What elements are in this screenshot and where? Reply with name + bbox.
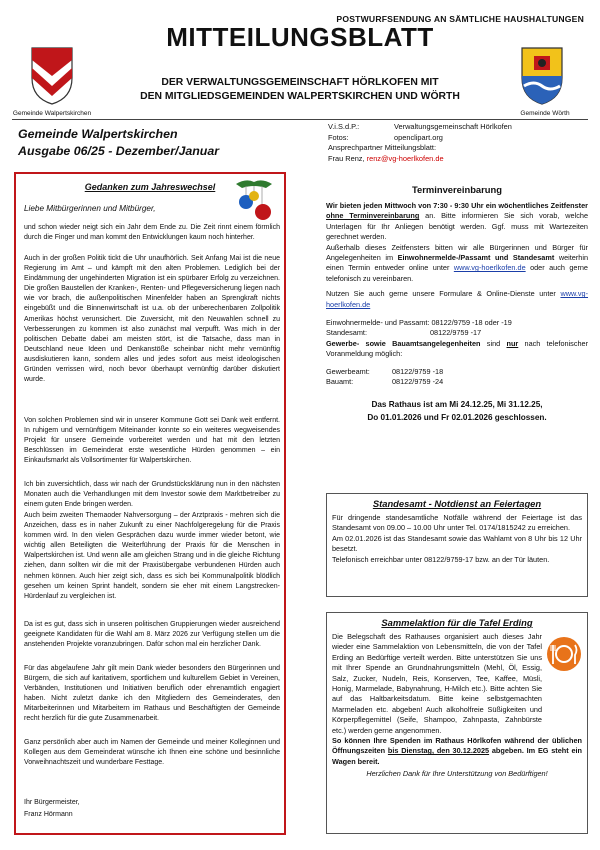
- header-divider: [12, 119, 588, 120]
- appointment-paragraph-3: [326, 289, 588, 310]
- article-paragraph: Für das abgelaufene Jahr gilt mein Dank wieder besonders den Bürgerinnen und Bürgern, die sich auf karitativem, sportlichem und kulturellem Gebiet in Vereinen, Verbänden, Institutionen und Initiativen beruflich oder ehrenamtlich engagiert haben. Nicht zuletzt danke ich den Mitgliedern des Gemeinderates, den Mitarbeiterinnen und Mitarbeitern im Rathaus und Beschäftigten der Gemeinde recht herzlich für die gute Zusammenarbeit.: [24, 665, 280, 723]
- distribution-note: POSTWURFSENDUNG AN SÄMTLICHE HAUSHALTUNGEN: [336, 14, 584, 24]
- registry-emergency-box: [326, 493, 588, 597]
- imprint-fotos-value: openclipart.org: [394, 132, 443, 142]
- business-construction-label: Gewerbe- sowie Bauamtsangelegenheiten: [326, 338, 481, 348]
- article-paragraph: Ich bin zuversichtlich, dass wir nach der Grundstücksklärung nun in den nächsten Monaten auch die Verhandlungen mit dem Investor sowie dem Marktbetreiber zu einem guten Ende bringen werden.: [24, 481, 280, 509]
- forms-text: Nutzen Sie auch gerne unsere Formulare & Online-Dienste unter: [326, 289, 556, 299]
- closure-notice: [326, 398, 588, 424]
- appointment-offices: Einwohnermelde-/Passamt und Standesamt: [397, 253, 555, 263]
- subtitle-line-2: DEN MITGLIEDSGEMEINDEN WALPERTSKIRCHEN UND WÖRTH: [140, 91, 460, 102]
- phone-gewerbeamt: [326, 367, 588, 377]
- forms-link[interactable]: www.vg-hoerlkofen.de: [326, 289, 589, 309]
- phone-bauamt-value: 08122/9759 -24: [392, 377, 444, 387]
- signature-line-2: Franz Hörmann: [24, 811, 73, 818]
- subtitle-line-1: DER VERWALTUNGSGEMEINSCHAFT HÖRLKOFEN MIT: [161, 77, 439, 88]
- imprint: [328, 122, 512, 164]
- dropoff-text: abgeben. Im EG steht ein Wagen bereit.: [332, 746, 582, 766]
- christmas-baubles-icon: [232, 176, 276, 224]
- imprint-visdp-value: Verwaltungsgemeinschaft Hörlkofen: [394, 122, 512, 131]
- appointment-paragraph-2: [326, 243, 588, 285]
- registry-emergency-heading: Standesamt - Notdienst an Feiertagen: [372, 498, 542, 509]
- article-paragraph: Da ist es gut, dass sich in unseren politischen Gruppierungen wieder ausreichend geeignete Kandidaten für die Wahl am 8. März 2026 zur Verfügung stellen um die anstehenden Projekte voranzubringen. Dafür schon mal ein herzlicher Dank.: [24, 621, 280, 649]
- community-name: Gemeinde Walpertskirchen: [18, 127, 178, 141]
- appointment-section: [326, 182, 588, 476]
- website-link[interactable]: www.vg-hoerlkofen.de: [453, 263, 526, 273]
- dropoff-deadline: bis Dienstag, den 30.12.2025: [387, 746, 490, 756]
- appointment-window-text: Wir bieten jeden Mittwoch von 7:30 - 9:30 Uhr ein wöchentliches Zeitfenster: [326, 201, 588, 210]
- imprint-contact-email[interactable]: renz@vg-hoerlkofen.de: [366, 153, 444, 163]
- only-label: nur: [506, 338, 519, 348]
- article-paragraph: Von solchen Problemen sind wir in unserer Kommune Gott sei Dank weit entfernt. In ruhigem und vernünftigem Miteinander konnte so ein weiteres wegweisendes Projekt für unsere Gemeinde vorbereitet werden und hat mit den letzten Beschlüssen im Gemeinderat erste wesentliche Hürden genommen – ein Einkaufsmarkt als Vollsortimenter für Walpertskirchen.: [24, 417, 280, 465]
- appointment-text: weiterhin einen Termin entweder online unter: [326, 253, 589, 273]
- food-bank-text: Die Belegschaft des Rathauses organisiert auch dieses Jahr wieder eine Sammelaktion von Lebensmitteln, die von der Tafel Erding an Bedürftige verteilt werden. Bitte unterstützen Sie uns mit Ihrer Spende an Grundnahrungsmitteln (Mehl, Öl, Essig, Salz, Zucker, Nudeln, Reis, Konserven, Tee, Kaffee, Müsli, Honig, Marmelade, Babynahrung, H-Milch etc.). Bitte achten Sie auf das Haltbarkeitsdatum. Bitte keine selbstgemachten Marmeladen etc. abgeben! Auch alkoholfreie Süßigkeiten und Körperpflegemittel (Seife, Shampoo, Zahnpasta, Zahnbürste etc.) werden gerne angenommen.: [332, 632, 542, 735]
- signature-line-1: Ihr Bürgermeister,: [24, 799, 80, 806]
- page-title: MITTEILUNGSBLATT: [166, 22, 434, 52]
- food-bank-dropoff: [332, 736, 582, 767]
- article-paragraph: Auch beim zweiten Themaoder Nahversorgung – der Arztpraxis - mehren sich die Anzeichen, dass es in naher Zukunft zu einer Nachfolgeregelung für die Praxis kommen wird. In den vielen Gesprächen dazu wurde immer wieder betont, wie wichtig allen Beteiligten die Weiterführung der Praxis für die Menschen in Walpertskirchen ist. Und wenn alle am gleichen Strang und in die gleiche Richtung ziehen, dann sollten wir die mit der Praxisübergabe verbundenen Hürden auch nehmen können. Auch hier zeigt sich, dass es sich bei Kommunalpolitik blödlich gesehen um keinen Sprint handelt, sondern sie eher mit einem Langstrecken-Hürdenlauf zu vergleichen ist.: [24, 512, 280, 600]
- subtitle: [100, 76, 500, 104]
- closure-line-2: Do 01.01.2026 und Fr 02.01.2026 geschlossen.: [367, 412, 547, 422]
- imprint-fotos-label: Fotos:: [328, 132, 349, 142]
- phone-bauamt: [326, 377, 588, 387]
- phone-gewerbeamt-value: 08122/9759 -18: [392, 366, 444, 376]
- crest-walpertskirchen: [30, 46, 74, 111]
- closure-line-1: Das Rathaus ist am Mi 24.12.25, Mi 31.12.25,: [371, 399, 543, 409]
- registry-emergency-text: Am 02.01.2026 ist das Standesamt sowie das Wahlamt von 8 Uhr bis 12 Uhr besetzt.: [332, 533, 582, 554]
- appointment-text: oder auch gerne telefonisch zu vereinbaren.: [326, 263, 588, 283]
- phone-bauamt-label: Bauamt:: [326, 377, 354, 387]
- article-paragraph: Auch in der großen Politik tickt die Uhr unaufhörlich. Seit Anfang Mai ist die neue Regierung im Amt – und kämpft mit den alten Problemen. Lediglich bei der Eindämmung der ungehinderten Migration ist ein spürbarer Erfolg zu verzeichnen. Die großen Baustellen der Kranken-, Renten- und Pflegeversicherung liegen nach wie vor brach, die außenpolitischen Minenfelder haben an Sprengkraft nichts eingebüßt und die Binnenwirtschaft ist u.a. ob der unberechenbaren Zollpolitik Amerikas höchst verunsichert. Die Zuversicht, mit den Neuwahlen schnell zu Verbesserungen zu kommen ist also zunächst mal verpufft. Was mich in der politischen Debatte dabei am meisten stört, ist die Tatsache, dass man in Deutschland neue Ideen und Denkanstöße scheinbar nicht mehr vernünftig ausdiskutieren kann, sondern alles und jedes sofort aus meist ideologischen Gründen verrissen wird, noch bevor überhaupt vernünftig darüber diskutiert wurde.: [24, 255, 280, 384]
- imprint-visdp-label: V.i.S.d.P.:: [328, 122, 360, 131]
- article-year-end: [14, 172, 286, 835]
- article-heading: Gedanken zum Jahreswechsel: [84, 182, 216, 192]
- article-greeting: Liebe Mitbürgerinnen und Mitbürger,: [24, 204, 156, 213]
- registry-emergency-text: Telefonisch erreichbar unter 08122/9759-17 bzw. an der Tür läuten.: [332, 554, 550, 564]
- business-text: nach telefonischer Voranmeldung möglich:: [326, 338, 589, 359]
- phone-standesamt-value: 08122/9759 -17: [430, 328, 482, 338]
- crest-woerth: [520, 46, 564, 111]
- food-bank-thanks: Herzlichen Dank für Ihre Unterstützung von Bedürftigen!: [366, 769, 548, 779]
- business-construction-note: [326, 339, 588, 360]
- imprint-contact-label: Ansprechpartner Mitteilungsblatt:: [328, 143, 437, 152]
- edition-label: Ausgabe 06/25 - Dezember/Januar: [18, 144, 220, 158]
- woerth-crest-icon: [520, 46, 564, 106]
- appointment-window-info: an. Bitte informieren Sie sich vorab, welche Unterlagen für Ihr Anliegen benötigt werden. Ggf. muss mit Wartezeiten gerechnet werden.: [326, 211, 589, 242]
- phone-gewerbeamt-label: Gewerbeamt:: [326, 366, 370, 376]
- phone-registry: Einwohnermelde- und Passamt: 08122/9759 -18 oder -19: [326, 318, 512, 328]
- food-bank-heading: Sammelaktion für die Tafel Erding: [381, 617, 533, 628]
- crest-right-caption: Gemeinde Wörth: [520, 110, 570, 117]
- imprint-contact-name: Frau Renz,: [328, 153, 365, 163]
- phone-standesamt: [326, 328, 588, 338]
- phone-standesamt-label: Standesamt:: [326, 328, 367, 338]
- appointment-no-booking: ohne Terminvereinbarung: [326, 211, 420, 221]
- walpertskirchen-crest-icon: [30, 46, 74, 106]
- appointment-heading: Terminvereinbarung: [412, 184, 502, 195]
- registry-emergency-text: Für dringende standesamtliche Notfälle während der Feiertage ist das Standesamt von 09.00 – 10.00 Uhr unter Tel. 0174/1815242 zu erreichen.: [332, 513, 582, 533]
- article-paragraph: und schon wieder neigt sich ein Jahr dem Ende zu. Die Zeit rinnt einem förmlich durch die Finger und man kommt den Entwicklungen kaum noch hinterher.: [24, 224, 280, 242]
- business-text: sind: [486, 338, 501, 348]
- cutlery-plate-icon: [546, 636, 582, 672]
- appointment-paragraph-1: [326, 201, 588, 243]
- article-paragraph: Ganz persönlich aber auch im Namen der Gemeinde und meiner Kolleginnen und Kollegen aus dem Gemeinderat wünsche ich Ihnen eine schöne und besinnliche Vorweihnachtszeit und wunderbare Festtage.: [24, 739, 280, 767]
- dropoff-text: So können Ihre Spenden im Rathaus Hörlkofen während der üblichen Öffnungszeiten: [332, 736, 582, 756]
- appointment-text: Außerhalb dieses Zeitfensters bitten wir alle Bürgerinnen und Bürger für Angelegenheiten im: [326, 242, 588, 263]
- crest-left-caption: Gemeinde Walpertskirchen: [12, 110, 92, 117]
